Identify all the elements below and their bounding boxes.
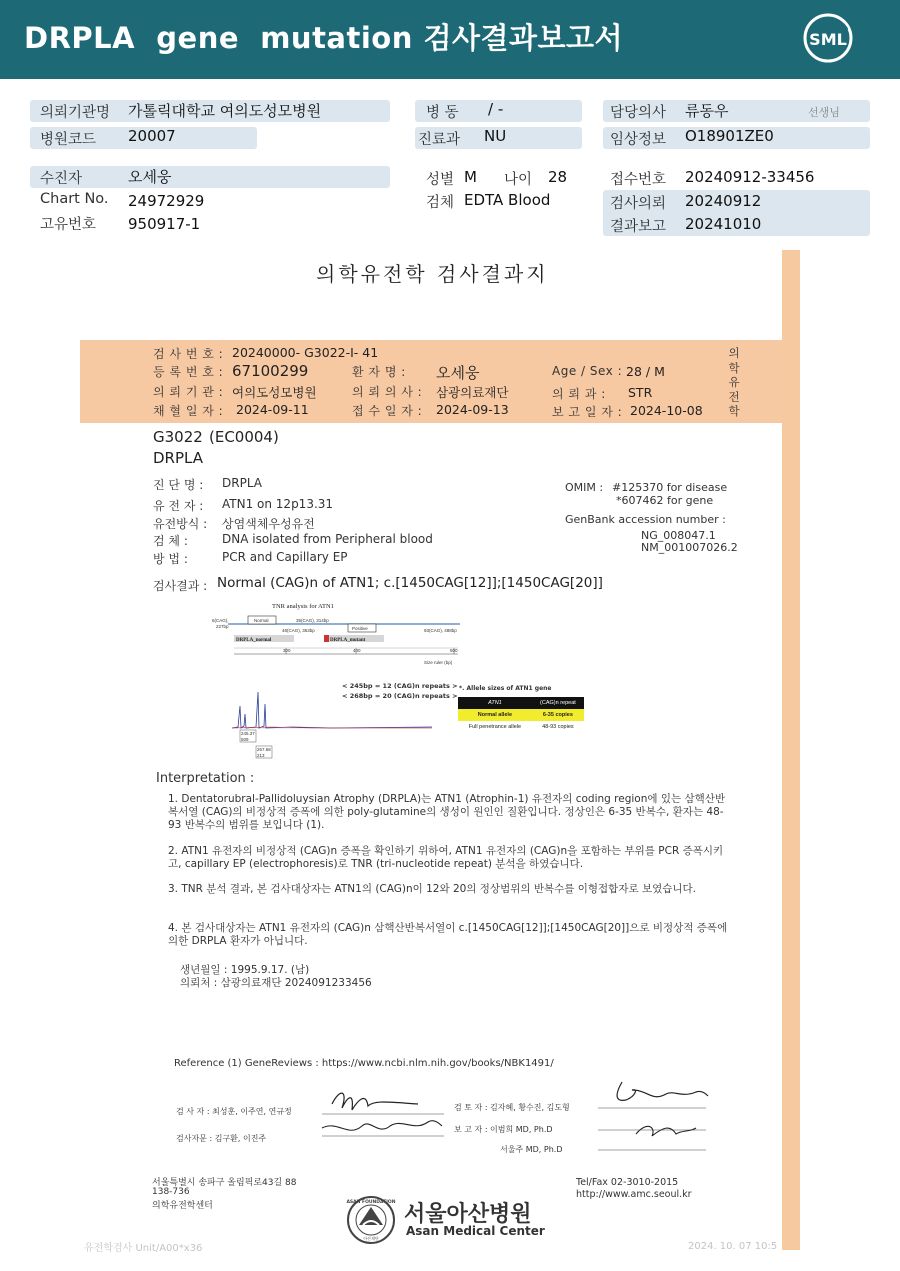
- collect-label: 채 혈 일 자 :: [153, 404, 224, 418]
- diag-value: DRPLA: [222, 476, 262, 490]
- age-label: 나이: [504, 172, 533, 188]
- reported-value: 20241010: [685, 215, 762, 233]
- receipt-date-value: 2024-09-13: [436, 402, 509, 417]
- test-code: G3022: [153, 428, 203, 446]
- test-no-value: 20240000- G3022-I- 41: [232, 345, 379, 360]
- reporter-line-2: 서울주 MD, Ph.D: [500, 1145, 563, 1154]
- doctor-suffix: 선생님: [808, 106, 840, 119]
- req-doctor-label: 의 뢰 의 사 :: [352, 385, 423, 399]
- omim-disease: #125370 for disease: [612, 481, 728, 494]
- interp-item-4: 4. 본 검사대상자는 ATN1 유전자의 (CAG)n 삼핵산반복서열이 c.[1450CAG[12]];[1450CAG[20]]으로 비정상적 증폭에 의한 DRPLA 환자가 아닙니다.: [168, 922, 728, 947]
- requester-line: 의뢰처 : 삼광의료재단 2024091233456: [180, 977, 372, 989]
- report-date-value: 2024-10-08: [630, 403, 703, 418]
- hospital-name-en: Asan Medical Center: [406, 1224, 545, 1238]
- receipt-date-label: 접 수 일 자 :: [352, 404, 423, 418]
- gene-value: ATN1 on 12p13.31: [222, 497, 334, 511]
- specimen-label: 검체: [426, 195, 455, 211]
- test-name: DRPLA: [153, 449, 203, 467]
- label-6cag: 6(CAG),: [212, 618, 229, 623]
- seal-text: ASAN FOUNDATION: [346, 1200, 396, 1205]
- examiner-line: 검 사 자 : 최성훈, 이주연, 연규정: [176, 1107, 292, 1116]
- interp-item-2: 2. ATN1 유전자의 비정상적 (CAG)n 증폭을 확인하기 위하여, ATN1 유전자의 (CAG)n을 포함하는 부위를 PCR 증폭시키고, capillary EP (electrophoresis)로 TNR (tri-nucleotide repeat) 분석을 하였습니다.: [168, 845, 724, 870]
- footer-right-text: 2024. 10. 07 10:5: [688, 1241, 778, 1252]
- electropherogram: [232, 686, 432, 762]
- reg-no-label: 등 록 번 호 :: [153, 365, 224, 379]
- field-bar: [30, 166, 390, 188]
- report-patient-value: 오세웅: [436, 364, 480, 382]
- tick-300-label: 300: [283, 648, 291, 653]
- peak-b1: 267.68: [257, 747, 271, 752]
- reporter-line: 보 고 자 : 이범희 MD, Ph.D: [454, 1125, 553, 1134]
- size-ruler-label: Size ruler (bp): [424, 660, 453, 665]
- allele-header-row: [458, 697, 584, 709]
- specimen-label-2: 검 체 :: [153, 534, 188, 548]
- institution-value: 가톨릭대학교 여의도성모병원: [128, 102, 322, 120]
- peak-a1: 245.37: [241, 731, 255, 736]
- peak-label-1: < 245bp = 12 (CAG)n repeats >: [342, 682, 458, 690]
- trace-blue: [232, 692, 432, 728]
- sex-value: M: [464, 168, 477, 186]
- req-dept-value: STR: [628, 385, 653, 400]
- allele-header-gene: ATN1: [488, 700, 502, 706]
- allele-header-repeat: (CAG)n repeat: [540, 700, 576, 706]
- ward-label: 병 동: [426, 105, 459, 121]
- doctor-value: 류동우: [685, 102, 729, 120]
- requested-value: 20240912: [685, 192, 762, 210]
- normal-label: Normal: [254, 618, 269, 623]
- sex-label: 성별: [426, 172, 455, 188]
- genbank-1: NG_008047.1: [641, 529, 716, 542]
- report-patient-label: 환 자 명 :: [352, 365, 406, 379]
- peak-a2: 509: [241, 737, 249, 742]
- label-35: 35(CAG), 314bp: [296, 618, 329, 623]
- result-label: 검사결과 :: [153, 579, 208, 593]
- page-title: DRPLA gene mutation 검사결과보고서: [24, 21, 624, 55]
- peak-label-2: < 268bp = 20 (CAG)n repeats >: [342, 692, 458, 700]
- omim-gene: *607462 for gene: [616, 494, 714, 507]
- id-label: 고유번호: [40, 217, 97, 233]
- specimen-value-2: DNA isolated from Peripheral blood: [222, 532, 433, 546]
- allele-title: *. Allele sizes of ATN1 gene: [459, 685, 552, 692]
- omim-label: OMIM :: [565, 481, 604, 494]
- tnr-title: TNR analysis for ATN1: [272, 603, 334, 610]
- tnr-diagram: [210, 598, 470, 670]
- clinical-value: O18901ZE0: [685, 127, 774, 145]
- diag-label: 진 단 명 :: [153, 478, 204, 492]
- seal-subtext: 아산재단: [363, 1236, 379, 1241]
- specimen-value: EDTA Blood: [464, 191, 551, 209]
- doctor-label: 담당의사: [610, 105, 667, 121]
- tick-400-label: 400: [353, 648, 361, 653]
- test-no-label: 검 사 번 호 :: [153, 347, 224, 361]
- receipt-label: 접수번호: [610, 172, 667, 188]
- genbank-label: GenBank accession number :: [565, 513, 726, 526]
- method-value: PCR and Capillary EP: [222, 550, 348, 564]
- hospital-code-value: 20007: [128, 127, 176, 145]
- report-title: 의학유전학 검사결과지: [316, 262, 549, 286]
- drpla-normal-label: DRPLA_normal: [236, 638, 272, 643]
- dept-label: 진료과: [418, 132, 461, 148]
- footer-left-text: 유전학검사 Unit/A00*x36: [84, 1243, 203, 1254]
- hospital-code-label: 병원코드: [40, 132, 97, 148]
- label-93: 93(CAG), 488bp: [424, 628, 457, 633]
- gene-label: 유 전 자 :: [153, 499, 204, 513]
- chart-label: Chart No.: [40, 191, 109, 207]
- inst-label: 의 뢰 기 관 :: [153, 385, 224, 399]
- address-2: 138-736: [152, 1187, 190, 1197]
- dept-value: NU: [484, 127, 507, 145]
- positive-label: Positive: [352, 626, 368, 631]
- patient-label: 수진자: [40, 171, 83, 187]
- allele-full-copies: 48-93 copies: [542, 724, 574, 730]
- reg-no-value: 67100299: [232, 362, 309, 380]
- allele-table: [458, 697, 584, 733]
- inherit-label: 유전방식 :: [153, 517, 208, 531]
- collect-value: 2024-09-11: [236, 402, 309, 417]
- title-banner: [0, 0, 900, 79]
- tel-line: Tel/Fax 02-3010-2015: [576, 1177, 679, 1188]
- label-227: 227bp: [216, 624, 229, 629]
- allele-normal-copies: 6-35 copies: [542, 712, 573, 718]
- drpla-mutant-label: DRPLA_mutant: [330, 638, 366, 643]
- interp-item-3: 3. TNR 분석 결과, 본 검사대상자는 ATN1의 (CAG)n이 12와 20의 정상범위의 반복수를 이형접합자로 보였습니다.: [168, 883, 697, 895]
- reported-label: 결과보고: [610, 219, 667, 235]
- mutant-marker: [324, 635, 329, 642]
- interp-title: Interpretation :: [156, 771, 255, 786]
- genbank-2: NM_001007026.2: [641, 541, 738, 554]
- scan-edge-strip: [782, 250, 800, 1250]
- reference-line: Reference (1) GeneReviews : https://www.ncbi.nlm.nih.gov/books/NBK1491/: [174, 1058, 554, 1069]
- advisor-line: 검사자문 : 김구환, 이진주: [176, 1134, 267, 1143]
- label-48: 48(CAG), 353bp: [282, 628, 315, 633]
- allele-normal-label: Normal allele: [477, 712, 513, 718]
- allele-full-label: Full penetrance allele: [468, 724, 522, 730]
- receipt-value: 20240912-33456: [685, 168, 815, 186]
- inherit-value: 상염색체우성유전: [222, 517, 315, 531]
- interp-item-1: 1. Dentatorubral-Pallidoluysian Atrophy (DRPLA)는 ATN1 (Atrophin-1) 유전자의 coding region에 있는 삼핵산반복서열 (CAG)의 비정상적 증폭에 의한 poly-glutamine의 생성이 원인인 질환입니다. 정상인은 6-35 반복수, 환자는 48-93 반복수의 범위를 보입니다 (1).: [168, 793, 726, 831]
- vertical-dept-text: 의학유전학: [728, 346, 740, 418]
- req-dept-label: 의 뢰 과 :: [552, 387, 606, 401]
- req-doctor-value: 삼광의료재단: [436, 385, 509, 400]
- birth-line: 생년월일 : 1995.9.17. (남): [180, 964, 310, 976]
- clinical-label: 임상정보: [610, 132, 667, 148]
- sml-logo: [802, 12, 854, 64]
- chart-value: 24972929: [128, 192, 205, 210]
- test-code-ec: (EC0004): [209, 428, 279, 446]
- tick-500-label: 500: [450, 648, 458, 653]
- agesex-label: Age / Sex :: [552, 364, 623, 378]
- patient-value: 오세웅: [128, 168, 172, 186]
- asan-seal-icon: [346, 1195, 396, 1245]
- method-label: 방 법 :: [153, 552, 188, 566]
- allele-row-normal: [458, 709, 584, 721]
- agesex-value: 28 / M: [626, 364, 665, 379]
- logo-text: SML: [809, 30, 847, 49]
- examiner-signature: [318, 1078, 458, 1148]
- institution-label: 의뢰기관명: [40, 105, 111, 121]
- report-date-label: 보 고 일 자 :: [552, 405, 623, 419]
- address-3: 의학유전학센터: [152, 1201, 213, 1211]
- reviewer-line: 검 토 자 : 김자혜, 황수진, 김도형: [454, 1103, 570, 1112]
- allele-row-full: [458, 721, 584, 733]
- inst-value: 여의도성모병원: [232, 385, 317, 400]
- ward-value: / -: [488, 100, 504, 118]
- result-value: Normal (CAG)n of ATN1; c.[1450CAG[12]];[1450CAG[20]]: [217, 575, 603, 591]
- address-1: 서울특별시 송파구 올림픽로43길 88: [152, 1178, 297, 1188]
- requested-label: 검사의뢰: [610, 196, 667, 212]
- reviewer-signature: [596, 1072, 716, 1158]
- hospital-name-kr: 서울아산병원: [404, 1202, 532, 1227]
- age-value: 28: [548, 168, 568, 186]
- id-value: 950917-1: [128, 215, 201, 233]
- web-line: http://www.amc.seoul.kr: [576, 1189, 692, 1200]
- peak-b2: 213: [257, 753, 265, 758]
